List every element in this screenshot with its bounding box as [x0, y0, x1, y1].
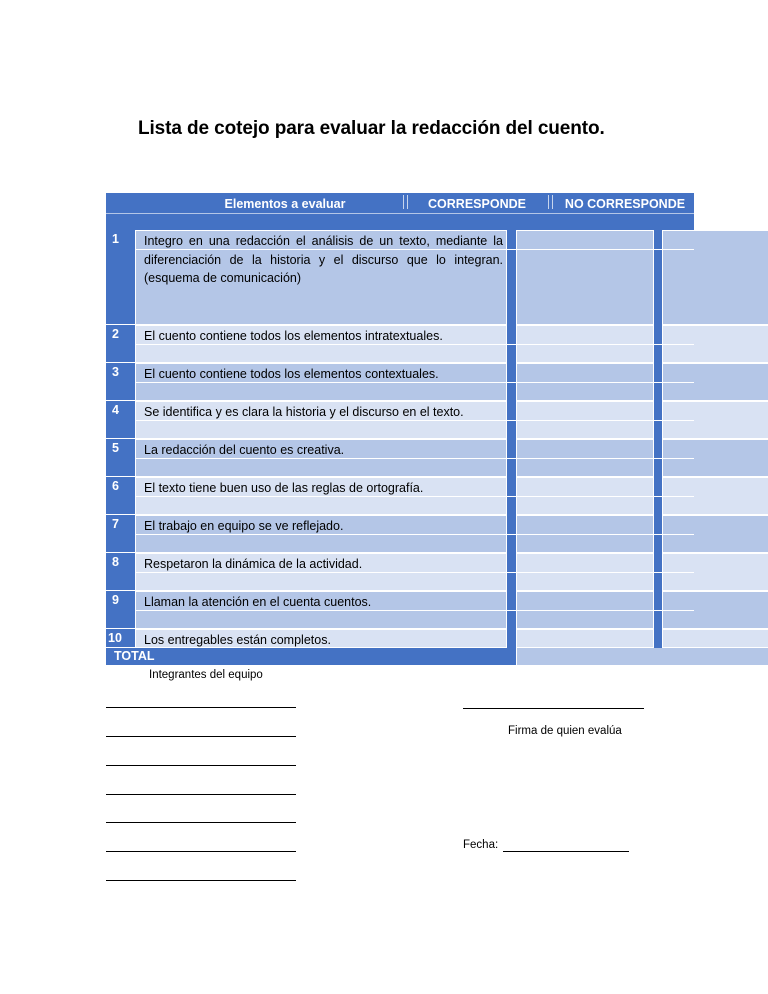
row-text: Integro en una redacción el análisis de un texto, mediante la diferenciación de la historia y el discurso que lo integran. (esquema de comunicación) — [135, 230, 507, 325]
team-member-line[interactable] — [106, 765, 296, 766]
table-row — [106, 515, 694, 553]
table-row — [106, 439, 694, 477]
row-text: La redacción del cuento es creativa. — [135, 439, 507, 477]
table-row — [106, 230, 694, 325]
corresponde-cell[interactable] — [516, 230, 654, 325]
table-header — [106, 193, 694, 230]
total-cell[interactable] — [516, 648, 768, 665]
row-text: El cuento contiene todos los elementos intratextuales. — [135, 325, 507, 363]
table-row — [106, 553, 694, 591]
team-member-line[interactable] — [106, 707, 296, 708]
date-label: Fecha: — [463, 839, 499, 851]
row-text: El texto tiene buen uso de las reglas de ortografía. — [135, 477, 507, 515]
header-elements: Elementos a evaluar — [224, 197, 346, 211]
team-member-line[interactable] — [106, 822, 296, 823]
row-text: Respetaron la dinámica de la actividad. — [135, 553, 507, 591]
row-number: 10 — [106, 629, 135, 648]
table-row — [106, 629, 694, 648]
row-number: 5 — [106, 439, 135, 477]
evaluator-label: Firma de quien evalúa — [508, 725, 622, 737]
corresponde-cell[interactable] — [516, 629, 654, 648]
team-member-line[interactable] — [106, 794, 296, 795]
header-corresponde: CORRESPONDE — [428, 197, 526, 211]
evaluator-signature-line[interactable] — [463, 708, 644, 709]
row-number: 1 — [106, 230, 135, 325]
row-number: 4 — [106, 401, 135, 439]
checklist-table — [106, 193, 694, 665]
row-number: 6 — [106, 477, 135, 515]
team-member-line[interactable] — [106, 880, 296, 881]
total-row — [106, 648, 694, 665]
row-text: El trabajo en equipo se ve reflejado. — [135, 515, 507, 553]
table-row — [106, 401, 694, 439]
no-corresponde-cell[interactable] — [662, 629, 768, 648]
row-text: El cuento contiene todos los elementos contextuales. — [135, 363, 507, 401]
team-member-line[interactable] — [106, 736, 296, 737]
team-label: Integrantes del equipo — [149, 669, 263, 681]
row-text: Se identifica y es clara la historia y el discurso en el texto. — [135, 401, 507, 439]
row-number: 2 — [106, 325, 135, 363]
total-label: TOTAL — [114, 649, 155, 663]
date-line[interactable] — [503, 851, 629, 852]
team-member-line[interactable] — [106, 851, 296, 852]
row-number: 8 — [106, 553, 135, 591]
table-row — [106, 477, 694, 515]
row-number: 7 — [106, 515, 135, 553]
no-corresponde-cell[interactable] — [662, 230, 768, 325]
table-row — [106, 325, 694, 363]
row-text: Llaman la atención en el cuenta cuentos. — [135, 591, 507, 629]
header-no-corresponde: NO CORRESPONDE — [564, 197, 686, 211]
row-number: 3 — [106, 363, 135, 401]
page-title: Lista de cotejo para evaluar la redacción del cuento. — [138, 118, 605, 139]
row-text: Los entregables están completos. — [135, 629, 507, 648]
table-row — [106, 591, 694, 629]
table-row — [106, 363, 694, 401]
row-number: 9 — [106, 591, 135, 629]
